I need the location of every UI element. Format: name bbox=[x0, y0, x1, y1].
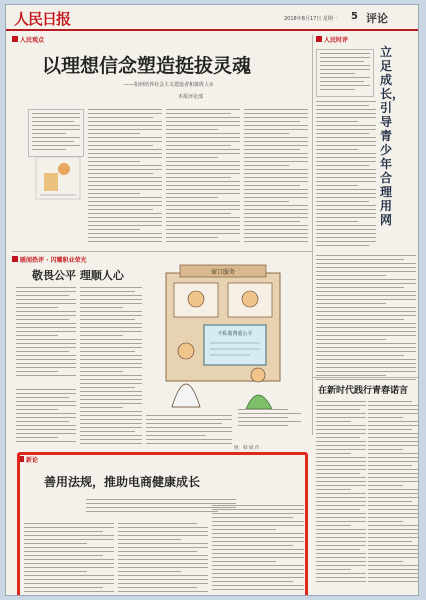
middle-headline: 敬畏公平 理顺人心 bbox=[32, 269, 124, 282]
masthead bbox=[6, 5, 418, 31]
middle-article-col-2 bbox=[80, 287, 142, 447]
top-article-col-2 bbox=[166, 109, 240, 247]
selected-article-highlight[interactable] bbox=[17, 452, 308, 596]
column-label-new-view: 新论 bbox=[18, 455, 38, 464]
page-number: 5 bbox=[351, 11, 358, 22]
column-divider-right bbox=[312, 35, 313, 435]
issue-date: 2018年8月17日 星期一 bbox=[284, 16, 338, 22]
right-lower-headline: 在新时代践行青春诺言 bbox=[318, 386, 409, 396]
right-vertical-headline: 立足成长，引导青少年合理用网 bbox=[380, 45, 405, 227]
right-summary-box bbox=[316, 49, 374, 97]
top-article-col-1 bbox=[88, 109, 162, 247]
middle-article-col-1 bbox=[16, 287, 76, 381]
top-illustration bbox=[34, 155, 82, 201]
bottom-headline: 善用法规，推助电商健康成长 bbox=[44, 475, 201, 489]
right-article-col-1 bbox=[316, 101, 376, 251]
top-article-col-3 bbox=[244, 109, 308, 247]
cartoon-sign-text: 窗口服务 bbox=[210, 269, 236, 276]
column-label-people-view: 人民观点 bbox=[12, 35, 44, 44]
cartoon-board-text: 不私收费重公平 bbox=[217, 331, 253, 337]
top-byline: 本报评论部 bbox=[178, 94, 204, 100]
cartoon-illustration bbox=[146, 263, 298, 411]
middle-article-col-3 bbox=[146, 415, 232, 447]
pull-quote-box bbox=[28, 109, 84, 157]
right-lower-col-2 bbox=[368, 401, 418, 591]
newspaper-logo: 人民日报 bbox=[14, 10, 71, 28]
middle-article-col-1b bbox=[16, 389, 76, 449]
top-subtitle: ——如何培养社会主义建设者和接班人① bbox=[124, 82, 214, 88]
page-section-name: 评论 bbox=[366, 12, 388, 25]
cartoon-credit: 图：韩 斌 作 bbox=[234, 446, 260, 451]
middle-section-rule bbox=[12, 251, 312, 252]
column-label-people-commentary: 人民时评 bbox=[316, 35, 348, 44]
right-article-col-2 bbox=[316, 255, 416, 385]
right-section-rule bbox=[312, 377, 419, 378]
right-lower-col-1 bbox=[316, 401, 366, 591]
top-headline: 以理想信念塑造挺拔灵魂 bbox=[42, 55, 252, 77]
column-label-warm-news: 暖闻热评 · 闪耀职业荣光 bbox=[12, 255, 86, 264]
newspaper-page bbox=[5, 4, 419, 596]
cartoon-caption-text bbox=[238, 409, 310, 443]
